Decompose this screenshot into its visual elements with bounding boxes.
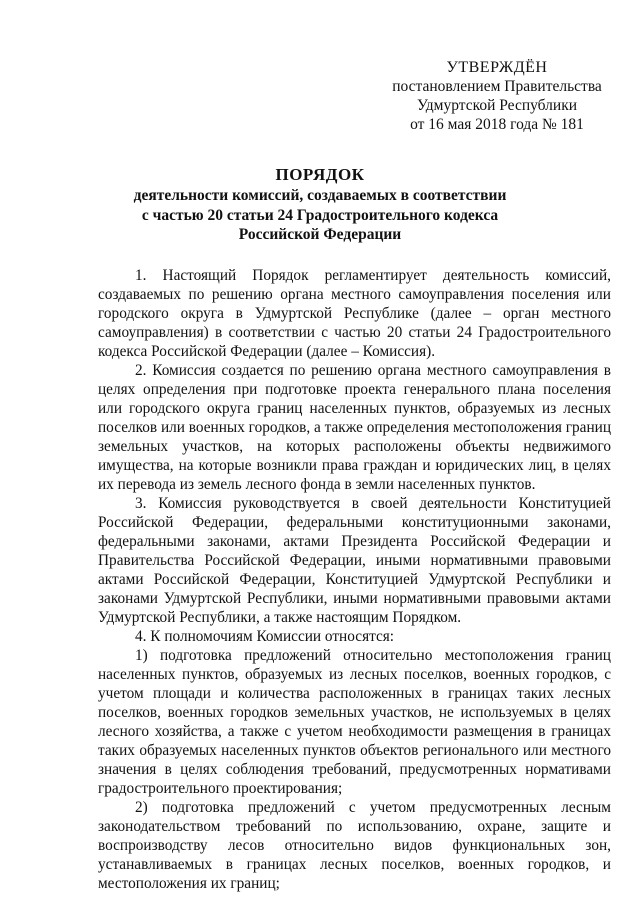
- approval-line-3: от 16 мая 2018 года № 181: [410, 116, 584, 133]
- title-main: ПОРЯДОК: [275, 165, 365, 184]
- paragraph-1: 1. Настоящий Порядок регламентирует деятельность комиссий, создаваемых по решению органа местного самоуправления поселения или городского округа в Удмуртской Республике (далее – орган местного самоуправления) в соответствии с частью 20 статьи 24 Градостроительного кодекса Российской Федерации (далее – Комиссия).: [98, 267, 611, 360]
- paragraph-3: 3. Комиссия руководствуется в своей деятельности Конституцией Российской Федерации, федеральными конституционными законами, федеральными законами, актами Президента Российской Федерации и Правительства Российской Федерации, иными нормативными правовыми актами Российской Федерации, Конституцией Удмуртской Республики и законами Удмуртской Республики, иными нормативными правовыми актами Удмуртской Республики, а также настоящим Порядком.: [98, 495, 611, 626]
- paragraph-4: 4. К полномочиям Комиссии относятся:: [135, 628, 395, 645]
- paragraph-4-item-2: 2) подготовка предложений с учетом предусмотренных лесным законодательством требований по использованию, охране, защите и воспроизводству лесов относительно видов функциональных зон, устанавливаемых в границах лесных поселков, военных городков, и местоположения их границ;: [98, 799, 611, 892]
- paragraph-2: 2. Комиссия создается по решению органа местного самоуправления в целях определения при подготовке проекта генерального плана поселения или городского округа границ населенных пунктов, образуемых из лесных поселков или военных городков, а также определения местоположения границ земельных участков, на которых расположены объекты недвижимого имущества, на которые возникли права граждан и юридических лиц, в целях их перевода из земель лесного фонда в земли населенных пунктов.: [98, 362, 611, 493]
- paragraph-4-item-1: 1) подготовка предложений относительно местоположения границ населенных пунктов, образуемых из лесных поселков, военных городков, с учетом площади и количества расположенных в границах таких лесных поселков, военных городков земельных участков, не используемых в целях лесного хозяйства, а также с учетом необходимости размещения в границах таких образуемых населенных пунктов объектов регионального или местного значения в целях соблюдения требований, предусмотренных нормативами градостроительного проектирования;: [98, 647, 611, 797]
- title-line-1: деятельности комиссий, создаваемых в соответствии: [133, 187, 507, 204]
- approval-stamp: [392, 58, 602, 134]
- document-title: [98, 164, 542, 245]
- document-body: [98, 266, 611, 893]
- approval-line-2: Удмуртской Республики: [416, 97, 578, 114]
- approval-heading: УТВЕРЖДЁН: [446, 59, 548, 76]
- title-line-2: с частью 20 статьи 24 Градостроительного кодекса: [141, 206, 499, 224]
- title-line-3: Российской Федерации: [238, 226, 402, 243]
- approval-line-1: постановлением Правительства: [392, 78, 602, 95]
